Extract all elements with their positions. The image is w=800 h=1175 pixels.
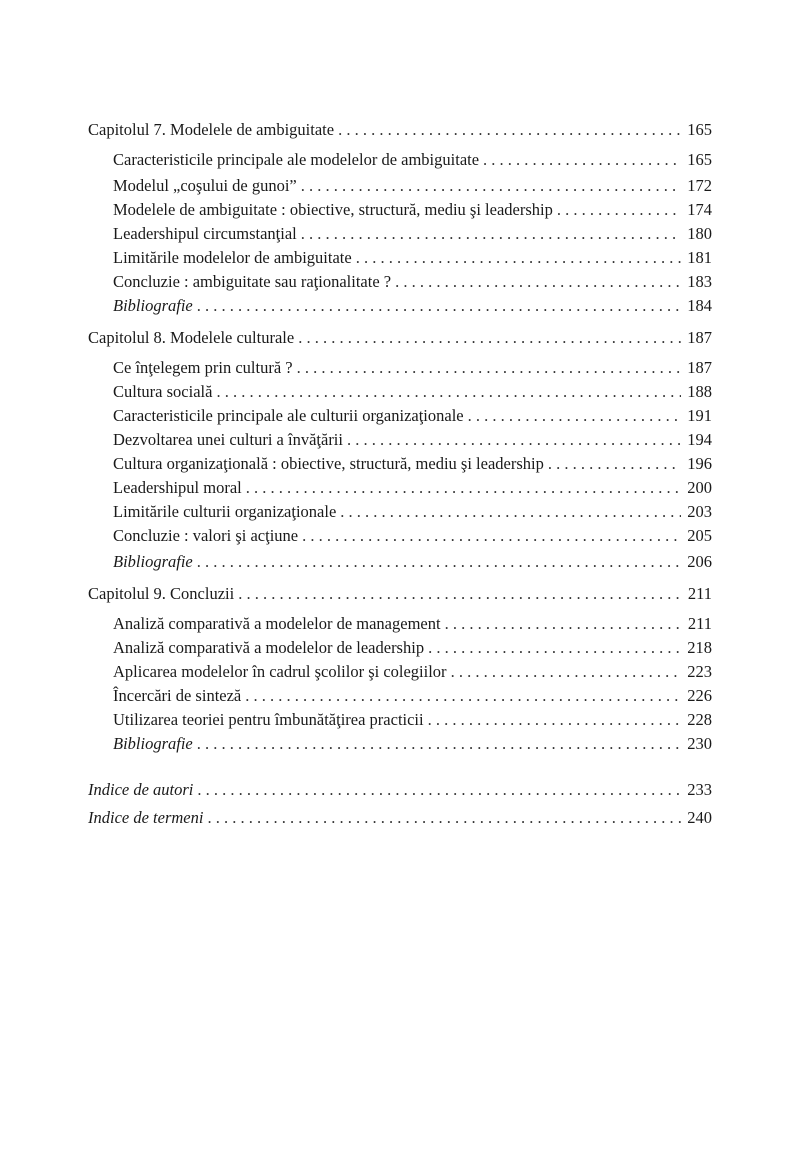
chapter-8-entry (88, 328, 712, 348)
dot-leader (298, 328, 681, 348)
toc-entry-title: Caracteristicile principale ale modelelor de ambiguitate (113, 150, 480, 169)
dot-leader (395, 272, 681, 292)
dot-leader (451, 662, 682, 682)
dot-leader (197, 296, 682, 316)
toc-entry-page: 194 (687, 430, 712, 449)
dot-leader (245, 686, 681, 706)
toc-entry-page: 187 (687, 328, 712, 347)
toc-entry-title: Leadershipul circumstanţial (113, 224, 297, 243)
toc-entry-title: Leadershipul moral (113, 478, 242, 497)
toc-entry-page: 203 (687, 502, 712, 521)
toc-entry-page: 188 (687, 382, 712, 401)
toc-entry-title: Capitolul 7. Modelele de ambiguitate (88, 120, 335, 139)
toc-entry-title: Indice de termeni (88, 808, 204, 827)
toc-entry-title: Modelul „coşului de gunoi” (113, 176, 297, 195)
dot-leader (301, 176, 681, 196)
dot-leader (207, 808, 681, 828)
dot-leader (297, 358, 682, 378)
toc-entry (113, 638, 712, 658)
toc-entry-title: Ce înţelegem prin cultură ? (113, 358, 293, 377)
toc-entry-page: 218 (687, 638, 712, 657)
dot-leader (557, 200, 681, 220)
dot-leader (238, 584, 682, 604)
toc-entry-page: 172 (687, 176, 712, 195)
toc-entry (113, 614, 712, 634)
toc-entry-page: 226 (687, 686, 712, 705)
dot-leader (197, 552, 682, 572)
toc-entry (113, 200, 712, 220)
toc-entry-title: Caracteristicile principale ale culturii organizaţionale (113, 406, 464, 425)
toc-entry-page: 206 (687, 552, 712, 571)
toc-entry-page: 240 (687, 808, 712, 827)
toc-entry-title: Indice de autori (88, 780, 194, 799)
dot-leader (338, 120, 681, 140)
toc-entry-page: 205 (687, 526, 712, 545)
dot-leader (428, 710, 682, 730)
toc-entry-page: 187 (687, 358, 712, 377)
toc-entry-page: 183 (687, 272, 712, 291)
chapter-9-entry (88, 584, 712, 604)
toc-entry (113, 150, 712, 170)
toc-entry-title: Capitolul 9. Concluzii (88, 584, 235, 603)
toc-entry (113, 734, 712, 754)
dot-leader (197, 780, 681, 800)
toc-entry (113, 710, 712, 730)
toc-entry-page: 165 (687, 150, 712, 169)
dot-leader (445, 614, 682, 634)
toc-entry (113, 176, 712, 196)
toc-entry-title: Încercări de sinteză (113, 686, 242, 705)
toc-entry-title: Cultura organizaţională : obiective, structură, mediu şi leadership (113, 454, 544, 473)
toc-entry-page: 181 (687, 248, 712, 267)
toc-entry-title: Utilizarea teoriei pentru îmbunătăţirea practicii (113, 710, 424, 729)
toc-entry-page: 230 (687, 734, 712, 753)
toc-entry (113, 526, 712, 546)
toc-entry (113, 296, 712, 316)
toc-entry (113, 552, 712, 572)
toc-entry-page: 233 (687, 780, 712, 799)
dot-leader (356, 248, 682, 268)
toc-entry (113, 478, 712, 498)
toc-entry-title: Limitările modelelor de ambiguitate (113, 248, 352, 267)
toc-entry-page: 174 (687, 200, 712, 219)
toc-entry-page: 184 (687, 296, 712, 315)
toc-entry-title: Dezvoltarea unei culturi a învăţării (113, 430, 343, 449)
toc-entry-title: Bibliografie (113, 296, 193, 315)
dot-leader (246, 478, 682, 498)
dot-leader (340, 502, 681, 522)
toc-entry-title: Analiză comparativă a modelelor de management (113, 614, 441, 633)
index-authors-entry (88, 780, 712, 800)
toc-entry (113, 224, 712, 244)
dot-leader (216, 382, 681, 402)
toc-entry-title: Concluzie : valori şi acţiune (113, 526, 299, 545)
toc-entry-title: Bibliografie (113, 734, 193, 753)
toc-entry-page: 228 (687, 710, 712, 729)
toc-entry (113, 248, 712, 268)
toc-entry (113, 272, 712, 292)
toc-entry-page: 223 (687, 662, 712, 681)
toc-entry (113, 686, 712, 706)
index-terms-entry (88, 808, 712, 828)
toc-entry-title: Bibliografie (113, 552, 193, 571)
toc-entry (113, 358, 712, 378)
toc-entry-page: 165 (687, 120, 712, 139)
toc-entry-page: 180 (687, 224, 712, 243)
toc-entry-page: 211 (687, 584, 712, 603)
chapter-7-entry (88, 120, 712, 140)
dot-leader (548, 454, 681, 474)
toc-entry-title: Aplicarea modelelor în cadrul şcolilor şi colegiilor (113, 662, 447, 681)
toc-entry-title: Cultura socială (113, 382, 213, 401)
toc-entry-title: Concluzie : ambiguitate sau raţionalitate ? (113, 272, 392, 291)
toc-entry-title: Modelele de ambiguitate : obiective, structură, mediu şi leadership (113, 200, 553, 219)
toc-entry-title: Analiză comparativă a modelelor de leadership (113, 638, 425, 657)
toc-entry (113, 430, 712, 450)
toc-entry-page: 191 (687, 406, 712, 425)
toc-entry-title: Limitările culturii organizaţionale (113, 502, 337, 521)
dot-leader (197, 734, 682, 754)
toc-entry-page: 200 (687, 478, 712, 497)
toc-entry (113, 406, 712, 426)
toc-entry-page: 196 (687, 454, 712, 473)
dot-leader (301, 224, 682, 244)
dot-leader (428, 638, 681, 658)
toc-entry-title: Capitolul 8. Modelele culturale (88, 328, 295, 347)
dot-leader (302, 526, 681, 546)
toc-entry (113, 382, 712, 402)
toc-entry-page: 211 (687, 614, 712, 633)
dot-leader (347, 430, 681, 450)
dot-leader (483, 150, 681, 170)
toc-entry (113, 454, 712, 474)
toc-entry (113, 502, 712, 522)
dot-leader (468, 406, 682, 426)
toc-entry (113, 662, 712, 682)
